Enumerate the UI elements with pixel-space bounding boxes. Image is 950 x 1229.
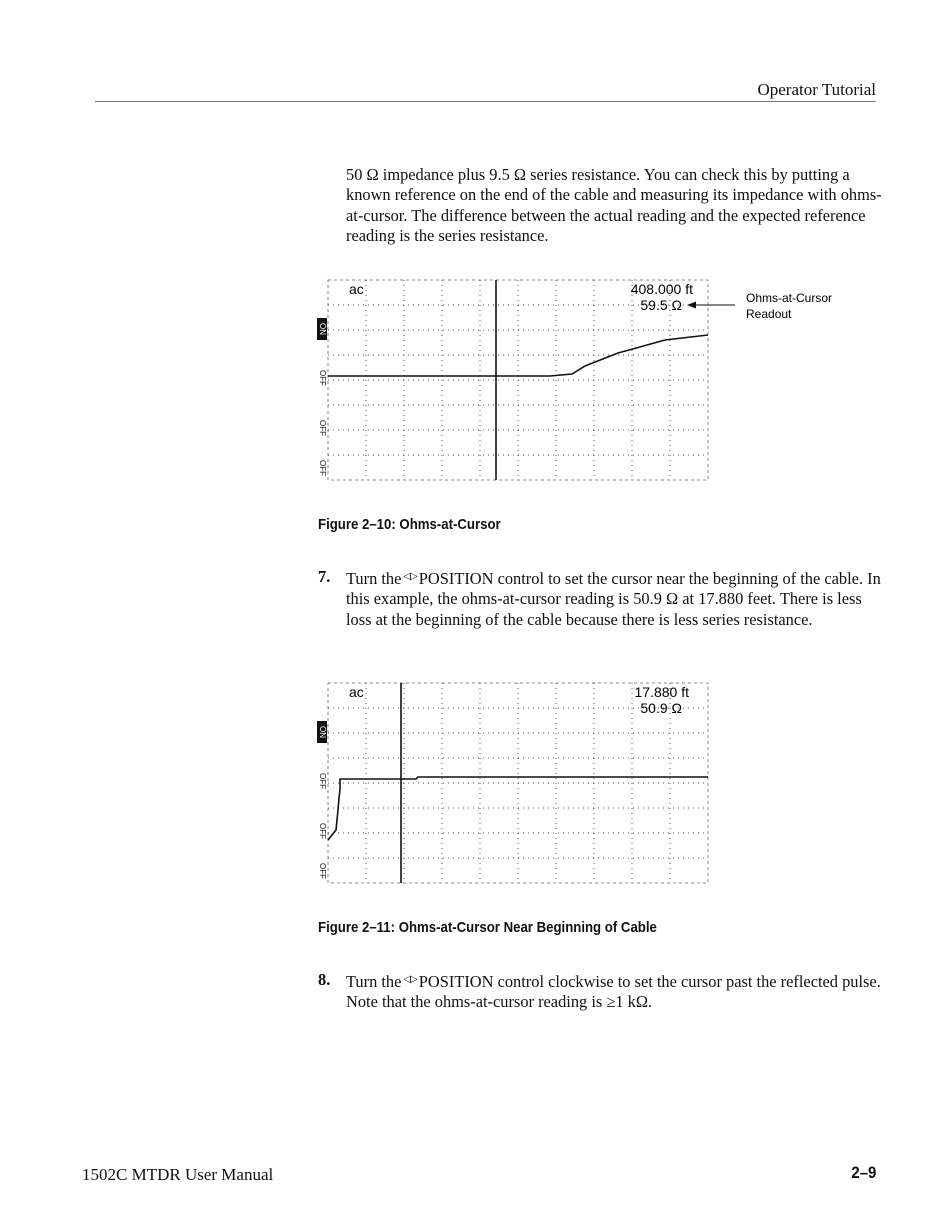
running-header: Operator Tutorial [757, 80, 876, 99]
distance-readout: 17.880 ft [634, 684, 689, 700]
annotation-label-line1: Ohms-at-Cursor [746, 291, 833, 305]
step-8 [318, 970, 888, 1013]
step-text-before: Turn the [346, 569, 402, 588]
channel-status-label: ON [317, 323, 327, 335]
figure-caption: Figure 2–10: Ohms-at-Cursor [318, 516, 501, 533]
step-number: 7. [318, 567, 331, 586]
waveform-display [310, 274, 840, 486]
footer-manual-title: 1502C MTDR User Manual [82, 1165, 274, 1184]
position-control-icon: ◁▷ [403, 571, 417, 582]
channel-status-labels [317, 721, 327, 879]
channel-status-label: OFF [317, 863, 327, 879]
distance-readout: 408.000 ft [630, 281, 693, 297]
channel-status-labels [317, 318, 327, 476]
channel-status-label: ON [317, 726, 327, 738]
step-7 [318, 567, 888, 630]
intro-paragraph: 50 Ω impedance plus 9.5 Ω series resistance. You can check this by putting a known reference on the end of the cable and measuring its impedance with ohms-at-cursor. The difference between the actual reading and the expected reference reading is the series resistance. [346, 165, 882, 245]
ohms-readout: 59.5 Ω [640, 297, 682, 313]
channel-status-label: OFF [317, 370, 327, 386]
header-rule [95, 101, 876, 102]
mode-label: ac [349, 684, 364, 700]
step-number: 8. [318, 970, 331, 989]
step-text-after: POSITION control clockwise to set the cursor past the reflected pulse. Note that the ohms-at-cursor reading is ≥1 kΩ. [346, 972, 881, 1012]
channel-status-label: OFF [317, 460, 327, 476]
waveform-display [310, 677, 840, 889]
page-number: 2–9 [851, 1163, 876, 1182]
mode-label: ac [349, 281, 364, 297]
channel-status-label: OFF [317, 420, 327, 436]
channel-status-label: OFF [317, 773, 327, 789]
step-text-after: POSITION control to set the cursor near the beginning of the cable. In this example, the ohms-at-cursor reading is 50.9 Ω at 17.880 feet. There is less loss at the beginning of the cable because there is less series resistance. [346, 569, 881, 629]
figure-ohms-near-beginning [310, 677, 840, 889]
channel-status-label: OFF [317, 823, 327, 839]
annotation-arrowhead [687, 302, 696, 309]
position-control-icon: ◁▷ [403, 974, 417, 985]
annotation-label-line2: Readout [746, 307, 792, 321]
figure-caption: Figure 2–11: Ohms-at-Cursor Near Beginning of Cable [318, 919, 657, 936]
step-text-before: Turn the [346, 972, 402, 991]
ohms-readout: 50.9 Ω [640, 700, 682, 716]
figure-ohms-at-cursor [310, 274, 840, 486]
